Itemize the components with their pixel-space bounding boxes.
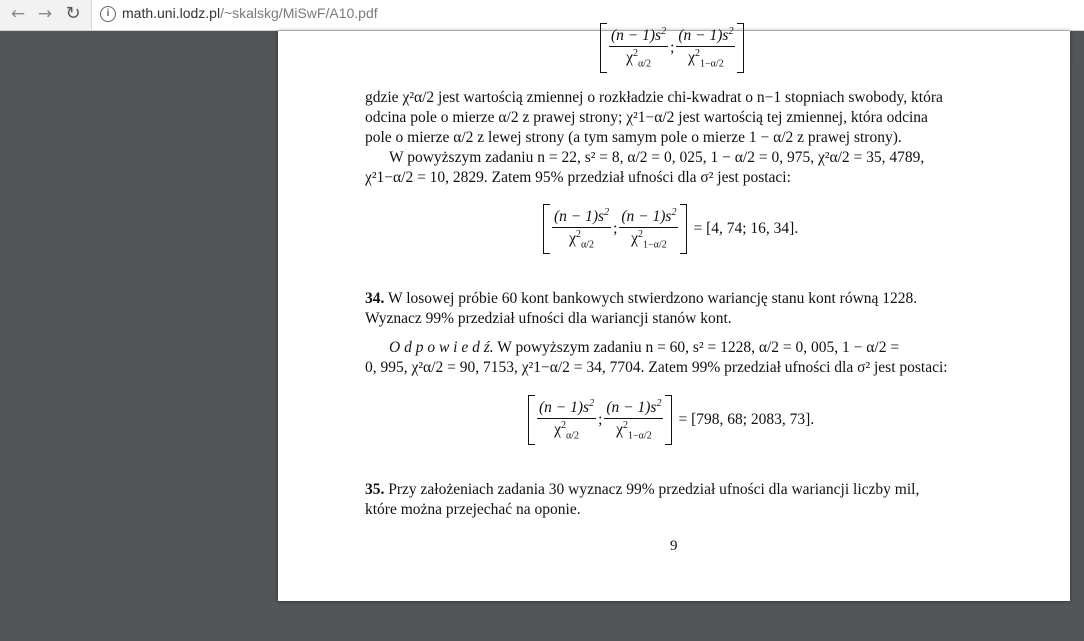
text-line: gdzie χ²α/2 jest wartością zmiennej o rozkładzie chi-kwadrat o n−1 stopniach swobody, która: [365, 89, 943, 106]
bracket-right: [680, 204, 687, 254]
text-line: odcina pole o mierze α/2 z prawej strony; χ²1−α/2 jest wartością tej zmiennej, która odcina: [365, 109, 928, 126]
text-line: W losowej próbie 60 kont bankowych stwierdzono wariancję stanu kont równą 1228.: [387, 290, 918, 307]
fraction: $\frac{(n - 1)s^2}{\chi^2_{\alpha/2}}$: [554, 207, 610, 251]
info-circle-icon[interactable]: i: [100, 6, 116, 22]
reload-button[interactable]: [59, 0, 87, 30]
formula-interval-1: $\frac{(n - 1)s^2}{\chi^2_{\alpha/2}}$ ; $\frac{(n - 1)s^2}{\chi^2_{1-\alpha/2}}$ = [4, 74; 16, 34].: [543, 204, 798, 259]
answer-label: O d p o w i e d ź.: [389, 339, 494, 356]
problem-number: 34.: [365, 290, 385, 307]
formula-result: = [4, 74; 16, 34].: [693, 220, 799, 237]
problem-35: [365, 480, 985, 520]
bracket-left: [528, 395, 535, 445]
bracket-right: [737, 23, 744, 73]
text-line: W powyższym zadaniu n = 60, s² = 1228, α/2 = 0, 005, 1 − α/2 =: [497, 339, 900, 356]
fraction: $\frac{(n - 1)s^2}{\chi^2_{\alpha/2}}$: [539, 398, 595, 442]
url-path: /~skalskg/MiSwF/A10.pdf: [220, 5, 378, 21]
text-line: które można przejechać na oponie.: [365, 501, 581, 518]
bracket-left: [600, 23, 607, 73]
reload-icon: ↻: [65, 3, 81, 24]
forward-button[interactable]: [31, 0, 59, 30]
arrow-left-icon: ←: [10, 4, 26, 24]
bracket-right: [665, 395, 672, 445]
text-line: 0, 995, χ²α/2 = 90, 7153, χ²1−α/2 = 34, 7704. Zatem 99% przedział ufności dla σ² jest postaci:: [365, 359, 948, 376]
pdf-viewer[interactable]: [0, 26, 1084, 610]
url-host: math.uni.lodz.pl: [122, 5, 221, 21]
fraction: $\frac{(n - 1)s^2}{\chi^2_{1-\alpha/2}}$: [606, 398, 662, 442]
formula-top: $\frac{(n - 1)s^2}{\chi^2_{\alpha/2}}$ ; $\frac{(n - 1)s^2}{\chi^2_{1-\alpha/2}}$: [600, 23, 744, 78]
address-bar[interactable]: [91, 0, 1084, 30]
fraction: $\frac{(n - 1)s^2}{\chi^2_{1-\alpha/2}}$: [621, 207, 677, 251]
formula-interval-2: $\frac{(n - 1)s^2}{\chi^2_{\alpha/2}}$ ; $\frac{(n - 1)s^2}{\chi^2_{1-\alpha/2}}$ = [798, 68; 2083, 73].: [528, 395, 814, 450]
fraction: $\frac{(n - 1)s^2}{\chi^2_{1-\alpha/2}}$: [678, 26, 734, 70]
formula-result: = [798, 68; 2083, 73].: [678, 411, 815, 428]
page-number: 9: [670, 538, 678, 554]
text-line: W powyższym zadaniu n = 22, s² = 8, α/2 = 0, 025, 1 − α/2 = 0, 975, χ²α/2 = 35, 4789,: [389, 149, 925, 166]
problem-number: 35.: [365, 481, 385, 498]
back-button[interactable]: [4, 0, 32, 30]
fraction: $\frac{(n - 1)s^2}{\chi^2_{\alpha/2}}$: [611, 26, 667, 70]
arrow-right-icon: →: [37, 4, 53, 24]
paragraph-definitions: [365, 88, 985, 148]
text-line: χ²1−α/2 = 10, 2829. Zatem 95% przedział ufności dla σ² jest postaci:: [365, 169, 791, 186]
problem-34: [365, 289, 985, 329]
url-text[interactable]: [122, 5, 378, 21]
pdf-page: [278, 26, 1070, 601]
text-line: Wyznacz 99% przedział ufności dla wariancji stanów kont.: [365, 310, 732, 327]
bracket-left: [543, 204, 550, 254]
text-line: Przy założeniach zadania 30 wyznacz 99% przedział ufności dla wariancji liczby mil,: [388, 481, 920, 498]
paragraph-example: [365, 148, 985, 188]
answer-34: [365, 338, 985, 378]
text-line: pole o mierze α/2 z lewej strony (a tym samym pole o mierze 1 − α/2 z prawej strony).: [365, 129, 902, 146]
scrollbar[interactable]: [1072, 62, 1084, 641]
browser-toolbar: [0, 0, 1084, 31]
